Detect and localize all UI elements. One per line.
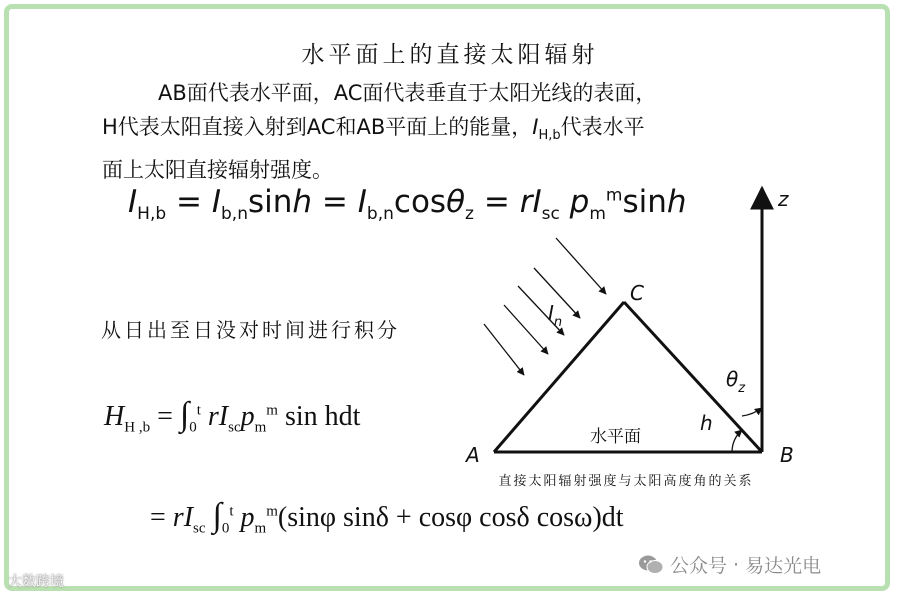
watermark-left: 大数跨境 [8, 574, 64, 590]
f3-m-sup: m [266, 503, 278, 520]
f1-sub-m: m [589, 204, 606, 225]
integrate-label: 从日出至日没对时间进行积分 [101, 318, 400, 342]
f1-r: r [519, 184, 533, 220]
wechat-icon [638, 554, 664, 576]
f1-sub-hb: H,b [137, 204, 167, 225]
formula-daily-total [104, 396, 360, 437]
f2-m-sub: m [254, 419, 267, 436]
f1-sub-bn-1: b,n [221, 204, 248, 225]
watermark-account: 公众号 [670, 555, 728, 577]
f3-i: I [183, 502, 194, 533]
f3-upper: t [229, 503, 234, 520]
watermark-name: 易达光电 [745, 555, 822, 577]
f1-i-3: I [357, 184, 367, 220]
formula-expanded [150, 497, 624, 538]
f3-integral-sign: ∫ [212, 497, 222, 534]
sun-ray-2 [504, 305, 548, 354]
intro-line-1: AB面代表水平面，AC面代表垂直于太阳光线的表面， [158, 81, 657, 105]
f2-m-sup: m [266, 402, 278, 419]
f1-sin-2: sin [622, 184, 667, 220]
f1-i-2: I [211, 184, 221, 220]
f1-eq-1: = [176, 184, 202, 220]
f1-theta: θ [446, 184, 466, 220]
f2-tail: sin hdt [284, 401, 361, 432]
f1-i-4: I [532, 184, 542, 220]
f3-p: p [240, 502, 255, 533]
f3-eq: = [150, 502, 166, 533]
side-cb [624, 302, 762, 452]
label-z: z [778, 187, 789, 211]
intro-symbol-sub: H,b [538, 128, 561, 144]
f2-p: p [240, 401, 255, 432]
intro-symbol-i: I [532, 115, 539, 139]
f2-eq: = [157, 401, 173, 432]
f2-r: r [207, 401, 219, 432]
f1-sup-m: m [605, 185, 623, 206]
angle-h-arc [732, 430, 742, 452]
f1-i-1: I [128, 184, 138, 220]
watermark-right [638, 551, 821, 578]
sun-ray-1 [484, 324, 524, 375]
f2-upper: t [196, 402, 201, 419]
intro-line-2-b: 代表水平 [560, 115, 645, 139]
label-c: C [630, 281, 644, 305]
f2-sub: H ,b [124, 419, 151, 436]
label-a: A [466, 443, 480, 467]
f1-h: h [292, 184, 313, 220]
intro-line-2-a: H代表太阳直接入射到AC和AB平面上的能量， [102, 115, 533, 139]
f3-r: r [172, 502, 184, 533]
f1-sin: sin [247, 184, 293, 220]
f3-m-sub: m [254, 520, 267, 537]
f3-lower: 0 [221, 520, 230, 537]
diagram-caption: 直接太阳辐射强度与太阳高度角的关系 [498, 474, 754, 489]
f3-body: (sinφ sinδ + cosφ cosδ cosω)dt [277, 502, 624, 533]
f1-sub-bn-2: b,n [366, 204, 394, 225]
angle-theta-arc [742, 408, 762, 416]
triangle-diagram [440, 170, 820, 470]
sun-ray-5 [556, 238, 606, 294]
f2-lower: 0 [189, 419, 197, 436]
f3-sc: sc [193, 520, 206, 537]
label-h: h [700, 411, 713, 435]
label-horizontal-plane: 水平面 [590, 427, 641, 447]
intro-line-2 [102, 110, 802, 153]
f2-integral-sign: ∫ [179, 396, 190, 433]
f2-h: H [104, 401, 125, 432]
label-in: $I_n$ [548, 301, 563, 330]
label-theta: $\theta_z$ [726, 367, 746, 396]
page-title: 水平面上的直接太阳辐射 [301, 42, 599, 68]
f1-cos: cos [393, 184, 447, 220]
f1-sub-sc: sc [541, 204, 560, 225]
f1-p: p [569, 184, 590, 220]
f1-h-2: h [666, 184, 687, 220]
f1-eq-3: = [483, 184, 510, 220]
label-b: B [780, 443, 794, 467]
f1-sub-z: z [465, 204, 474, 225]
intro-line-3: 面上太阳直接辐射强度。 [102, 158, 333, 183]
f2-sc: sc [228, 419, 241, 436]
watermark-dot: · [733, 553, 740, 576]
f2-i: I [218, 401, 229, 432]
f1-eq-2: = [321, 184, 348, 220]
